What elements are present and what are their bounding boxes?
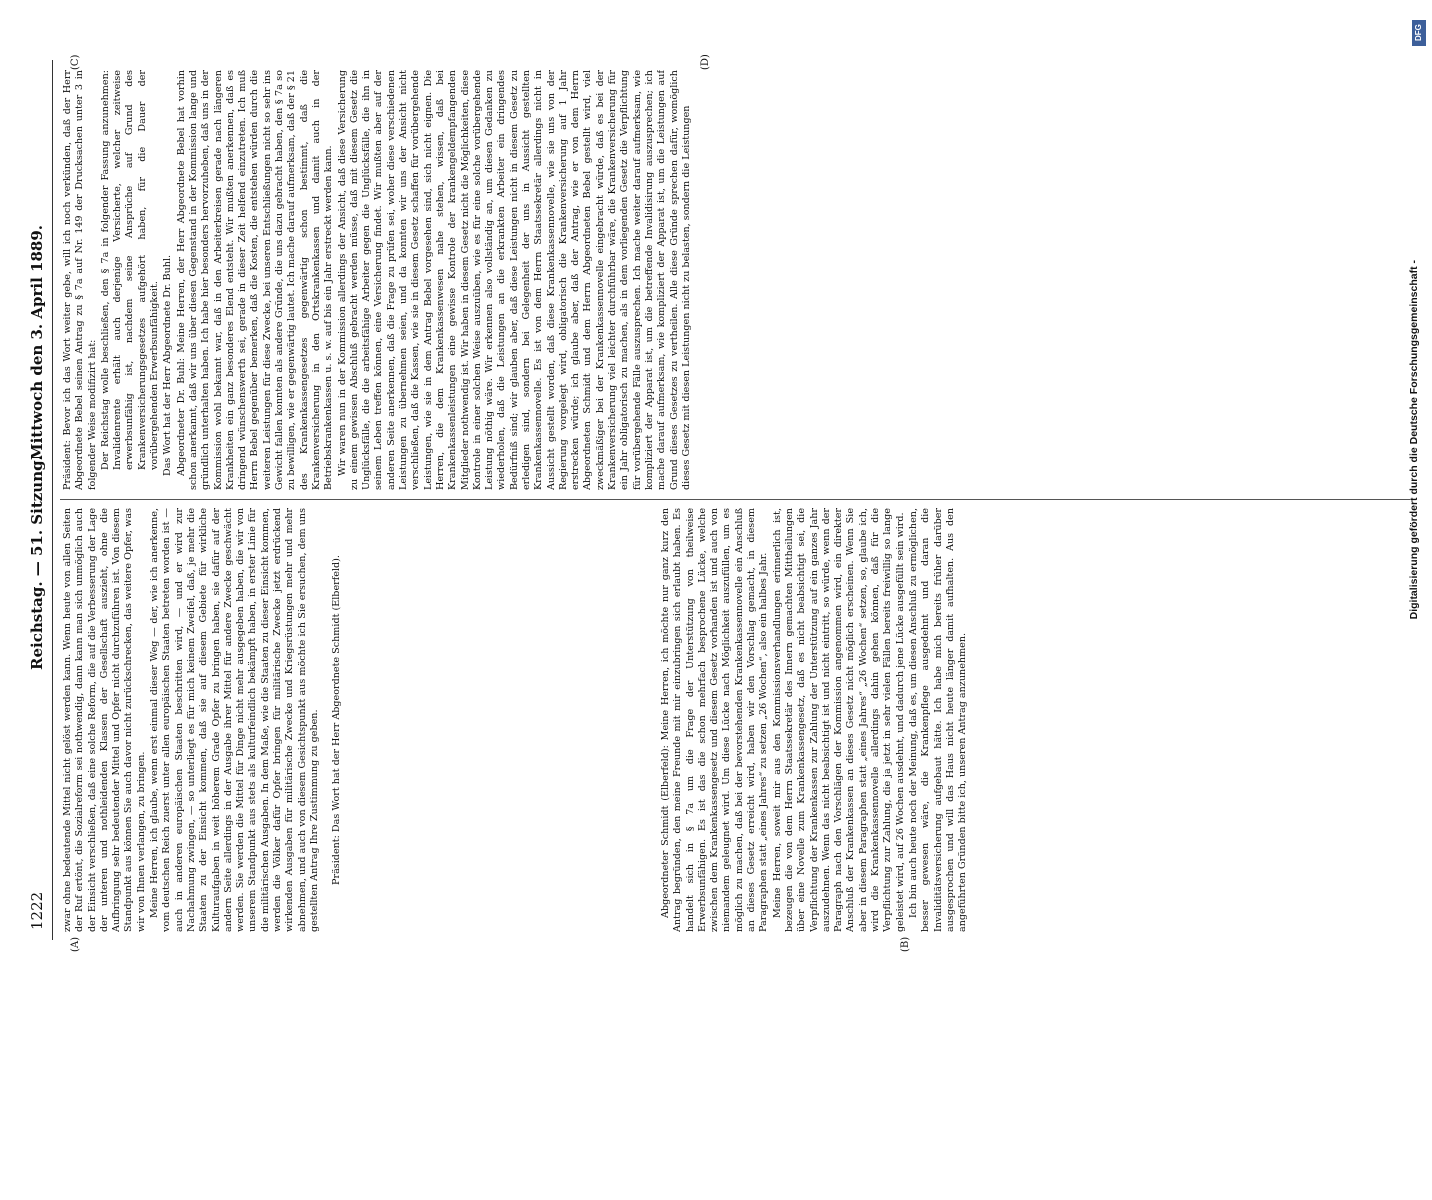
margin-marker-d: (D) — [700, 54, 711, 70]
paragraph: Wir waren nun in der Kommission allerdings der Ansicht, daß diese Versicherung zu einem gewissen Abschluß gebracht werden müsse, daß mit diesem Gesetz die Unglücksfälle, die die arbeitsfähige Arbeiter gegen die Unglücksfälle, die ihn in seinem Leben treffen können, eine Versicherung findet. Wir mußten aber auf der anderen Seite anerkennen, daß die Frage zu prüfen sei, woher diese verschiedenen Leistungen zu übernehmen seien, und da konnten wir uns der Ansicht nicht verschließen, daß die Kassen, wie sie in diesem Gesetz schaffen für vorübergehende Leistungen, wie sie in dem Antrag Bebel vorgesehen sind, sich nicht eignen. Die Herren, die dem Krankenkassenwesen nahe stehen, wissen, daß bei Krankenkassenleistungen eine gewisse Kontrole der krankengeldempfangenden Mitglieder nothwendig ist. Wir haben in diesem Gesetz nicht die Möglichkeiten, diese Kontrole in einer solchen Weise auszuüben, wie es für eine solche vorübergehende Leistung nöthig wäre. Wir erkennen also vollständig an, um diesen Gedanken zu wiederholen, daß die Leistungen an die erkrankten Arbeiter ein dringendes Bedürfniß sind; wir glauben aber, daß diese Leistungen nicht in diesem Gesetz zu erledigen sind, sondern bei Gelegenheit der uns in Aussicht gestellten Krankenkassennovelle. Es ist von dem Herrn Staatssekretär allerdings nicht in Aussicht gestellt worden, daß diese Krankenkassennovelle, wie sie uns von der Regierung vorgelegt wird, obligatorisch die Krankenversicherung auf 1 Jahr erstrecken würde; ich glaube aber, daß der Antrag, wie er von dem Herrn Abgeordneten Schmidt und dem Herrn Abgeordneten Bebel gestellt wird, viel zweckmäßiger bei der Krankenkassennovelle eingebracht würde, daß es bei der Krankenversicherung viel leichter durchführbar wäre, die Krankenversicherung für ein Jahr obligatorisch zu machen, als in dem vorliegenden Gesetz die Verpflichtung für vorübergehende Fälle auszusprechen. Ich mache weiter darauf aufmerksam, wie kompliziert der Apparat ist, um die betreffende Invalidisirung auszusprechen; ich mache darauf aufmerksam, wie kompliziert der Apparat ist, um die Leistungen auf Grund dieses Gesetzes zu vertheilen. Alle diese Gründe sprechen dafür, womöglich dieses Gesetz mit diesen Leistungen nicht zu belasten, sondern die Leistungen — [336, 70, 692, 490]
session-date: Mittwoch den 3. April 1889. — [28, 225, 46, 460]
left-column — [62, 508, 622, 932]
paragraph: Ich bin auch heute noch der Meinung, daß es, um diesen Anschluß zu ermöglichen, besser gewesen wäre, die Krankenpflege ausgedehnt und daran die Invaliditätsversicherung aufgebaut hätte. Ich habe mich bereits früher darüber ausgesprochen und will das Haus nicht heute länger damit aufhalten. Aus den angeführten Gründen bitte ich, unseren Antrag anzunehmen. — [907, 508, 969, 932]
paragraph: Präsident: Bevor ich das Wort weiter gebe, will ich noch verkünden, daß der Herr Abgeordnete Bebel seinen Antrag zu § 7a auf Nr. 149 der Drucksachen unter 3 in folgender Weise modifizirt hat: — [62, 70, 98, 490]
paragraph: zwar ohne bedeutende Mittel nicht gelöst werden kann. Wenn heute von allen Seiten der Ruf ertönt, die Sozialreform sei nothwendig, dann kann man sich unmöglich auch der Einsicht verschließen, daß eine solche Reform, die auf die Verbesserung der Lage der unteren und nothleidenden Klassen der Gesellschaft auszieht, ohne die Aufbringung sehr bedeutender Mittel und Opfer nicht durchzuführen ist. Von diesem Standpunkt aus können Sie auch davor nicht zurückschrecken, das weitere Opfer, was wir von Ihnen verlangen, zu bringen. — [62, 508, 147, 932]
paragraph: Meine Herren, ich glaube, wenn erst einmal dieser Weg — der, wie ich anerkenne, vom deutschen Reich zuerst unter allen europäischen Staaten betreten worden ist — auch in anderen europäischen Staaten beschritten wird, — und er wird zur Nachahmung zwingen, — so unterliegt es für mich keinem Zweifel, daß, je mehr die Staaten zu der Einsicht kommen, daß sie auf diesem Gebiete für wirkliche Kulturaufgaben in weit höherem Grade Opfer zu bringen haben, sie dafür auf der andern Seite allerdings in der Ausgabe ihrer Mittel für andere Zwecke geschwächt werden. Sie werden die Mittel für Dinge nicht mehr ausgegeben haben, die wir von unserem Standpunkt aus stets als kulturfeindlich bekämpft haben, in erster Linie für die militärischen Ausgaben. In dem Maße, wie die Staaten zu dieser Einsicht kommen, werden die Völker dafür Opfer bringen für militärische Zwecke jetzt erdrückend wirkenden Ausgaben für militärische Zwecke und Kriegsrüstungen mehr und mehr abnehmen, und auch von diesem Gesichtspunkt aus möchte ich Sie ersuchen, dem uns gestellten Antrag Ihre Zustimmung zu geben. — [149, 508, 320, 932]
paragraph: Das Wort hat der Herr Abgeordnete Dr. Buhl. — [162, 254, 174, 476]
margin-marker-b: (B) — [900, 936, 911, 952]
dfg-logo: DFG — [1412, 20, 1426, 46]
page-number: 1222 — [28, 891, 46, 930]
session-title: Reichstag. — 51. Sitzung. — [28, 455, 46, 670]
margin-marker-a: (A) — [70, 936, 81, 952]
paragraph: Abgeordneter Dr. Buhl: Meine Herren, der Herr Abgeordnete Bebel hat vorhin schon anerkannt, daß wir uns über diesen Gegenstand in der Kommission lange und gründlich unterhalten haben. Ich habe hier besonders hervorzuheben, daß uns in der Kommission wohl bekannt war, daß in den Arbeiterkreisen gerade nach längeren Krankheiten ein ganz besonderes Elend entsteht. Wir mußten anerkennen, daß es dringend wünschenswerth sei, gerade in dieser Zeit helfend einzutreten. Ich muß Herrn Bebel gegenüber bemerken, daß die Kosten, die entstehen würden durch die weiteren Leistungen für diese Zwecke, bei unseren Entschließungen nicht so sehr ins Gewicht fallen konnten als andere Gründe, die uns dazu gebracht haben, den § 7a so zu bewilligen, wie er gegenwärtig lautet. Ich mache darauf aufmerksam, daß der § 21 des Krankenkassengesetzes gegenwärtig schon bestimmt, daß die Krankenversicherung in den Ortskrankenkassen und damit auch in der Betriebskrankenkassen u. s. w. auf bis ein Jahr erstreckt werden kann. — [175, 70, 335, 490]
right-column — [62, 70, 1412, 490]
stamp-text: Digitalisierung gefördert durch die Deutsche Forschungsgemeinschaft - — [1408, 260, 1420, 620]
paragraph: Abgeordneter Schmidt (Elberfeld): Meine Herren, ich möchte nur ganz kurz den Antrag begründen, den meine Freunde mit mir einzubringen sich erlaubt haben. Es handelt sich in § 7a um die Frage der Unterstützung von theilweise Erwerbsunfähigen. Es ist das die schon mehrfach besprochene Lücke, welche zwischen dem Krankenkassengesetz und diesem Gesetz vorhanden ist und auch von niemandem geleugnet wird. Um diese Lücke nach Möglichkeit auszufüllen, um es möglich zu machen, daß bei der bevorstehenden Krankenkassennovelle ein Anschluß an dieses Gesetz erreicht wird, haben wir den Vorschlag gemacht, in diesem Paragraphen statt „eines Jahres“ zu setzen „26 Wochen“, also ein halbes Jahr. — [660, 508, 770, 932]
digitization-stamp — [1408, 20, 1428, 980]
paragraph: Meine Herren, soweit mir aus den Kommissionsverhandlungen erinnerlich ist, bezeugen die von dem Herrn Staatssekretär des Innern gemachten Mittheilungen über eine Novelle zum Krankenkassengesetz, daß es nicht beabsichtigt sei, die Verpflichtung der Krankenkassen zur Zahlung der Unterstützung auf ein ganzes Jahr auszudehnen. Wenn das nicht beabsichtigt ist und nicht eintritt, so würde, wenn der Paragraph nach den Vorschlägen der Kommission angenommen wird, ein direkter Anschluß der Krankenkassen an dieses Gesetz nicht möglich erscheinen. Wenn Sie aber in diesem Paragraphen statt „eines Jahres“ „26 Wochen“ setzen, so, glaube ich, wird die Krankenkassennovelle allerdings dahin gehen können, daß für die Verpflichtung zur Zahlung, die ja jetzt in sehr vielen Fällen bereits freiwillig so lange geleistet wird, auf 26 Wochen ausdehnt, und dadurch jene Lücke ausgefüllt sein wird. — [771, 508, 906, 932]
motion-text: Der Reichstag wolle beschließen, den § 7a in folgender Fassung anzunehmen: Invalidenrente erhält auch derjenige Versicherte, welcher zeitweise erwerbsunfähig ist, nachdem seine Ansprüche auf Grund des Krankenversicherungsgesetzes aufgehört haben, für die Dauer der vorübergehenden Erwerbsunfähigkeit. — [99, 70, 161, 470]
margin-marker-c: (C) — [70, 54, 81, 70]
left-column-lower — [660, 508, 1400, 932]
column-divider — [60, 499, 1410, 500]
speaker-announcement: Präsident: Das Wort hat der Herr Abgeordnete Schmidt (Elberfeld). — [331, 555, 343, 885]
header-rule — [52, 60, 53, 940]
